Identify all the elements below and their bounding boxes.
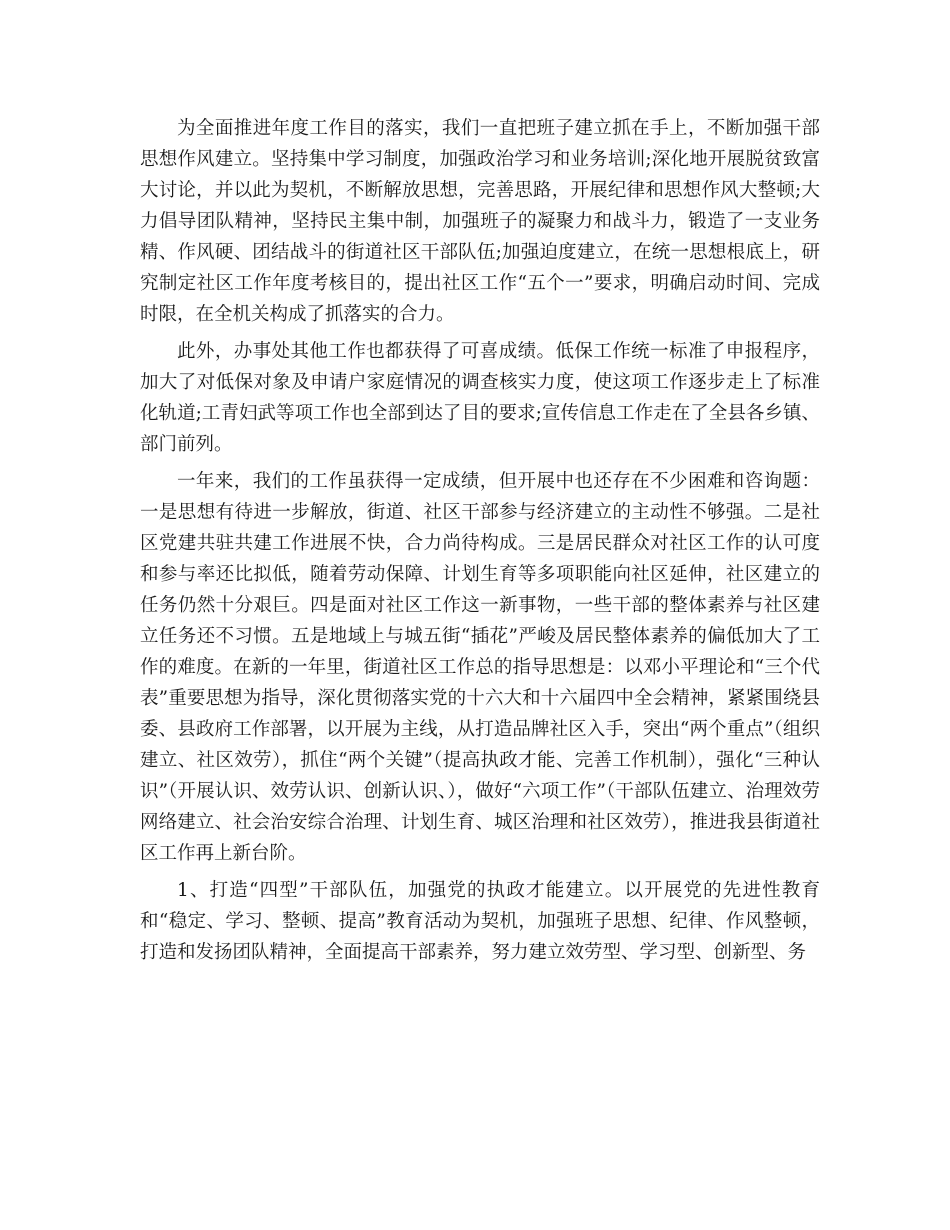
document-body <box>140 113 820 974</box>
paragraph-4: 1、打造“四型”干部队伍，加强党的执政才能建立。以开展党的先进性教育和“稳定、学习、整顿、提高”教育活动为契机，加强班子思想、纪律、作风整顿，打造和发扬团队精神，全面提高干部素养，努力建立效劳型、学习型、创新型、务 <box>140 880 820 963</box>
paragraph-3: 一年来，我们的工作虽获得一定成绩，但开展中也还存在不少困难和咨询题：一是思想有待进一步解放，街道、社区干部参与经济建立的主动性不够强。二是社区党建共驻共建工作进展不快，合力尚待构成。三是居民群众对社区工作的认可度和参与率还比拟低，随着劳动保障、计划生育等多项职能向社区延伸，社区建立的任务仍然十分艰巨。四是面对社区工作这一新事物，一些干部的整体素养与社区建立任务还不习惯。五是地域上与城五街“插花”严峻及居民整体素养的偏低加大了工作的难度。在新的一年里，街道社区工作总的指导思想是：以邓小平理论和“三个代表”重要思想为指导，深化贯彻落实党的十六大和十六届四中全会精神，紧紧围绕县委、县政府工作部署，以开展为主线，从打造品牌社区入手，突出“两个重点”（组织建立、社区效劳），抓住“两个关键”（提高执政才能、完善工作机制），强化“三种认识”（开展认识、效劳认识、创新认识、），做好“六项工作”（干部队伍建立、治理效劳网络建立、社会治安综合治理、计划生育、城区治理和社区效劳），推进我县街道社区工作再上新台阶。 <box>140 471 820 864</box>
paragraph-1: 为全面推进年度工作目的落实，我们一直把班子建立抓在手上，不断加强干部思想作风建立。坚持集中学习制度，加强政治学习和业务培训;深化地开展脱贫致富大讨论，并以此为契机，不断解放思想，完善思路，开展纪律和思想作风大整顿;大力倡导团队精神，坚持民主集中制，加强班子的凝聚力和战斗力，锻造了一支业务精、作风硬、团结战斗的街道社区干部队伍;加强迫度建立，在统一思想根底上，研究制定社区工作年度考核目的，提出社区工作“五个一”要求，明确启动时间、完成时限，在全机关构成了抓落实的合力。 <box>140 118 820 325</box>
paragraph-2: 此外，办事处其他工作也都获得了可喜成绩。低保工作统一标准了申报程序，加大了对低保对象及申请户家庭情况的调查核实力度，使这项工作逐步走上了标准化轨道;工青妇武等项工作也全部到达了目的要求;宣传信息工作走在了全县各乡镇、部门前列。 <box>140 341 820 455</box>
